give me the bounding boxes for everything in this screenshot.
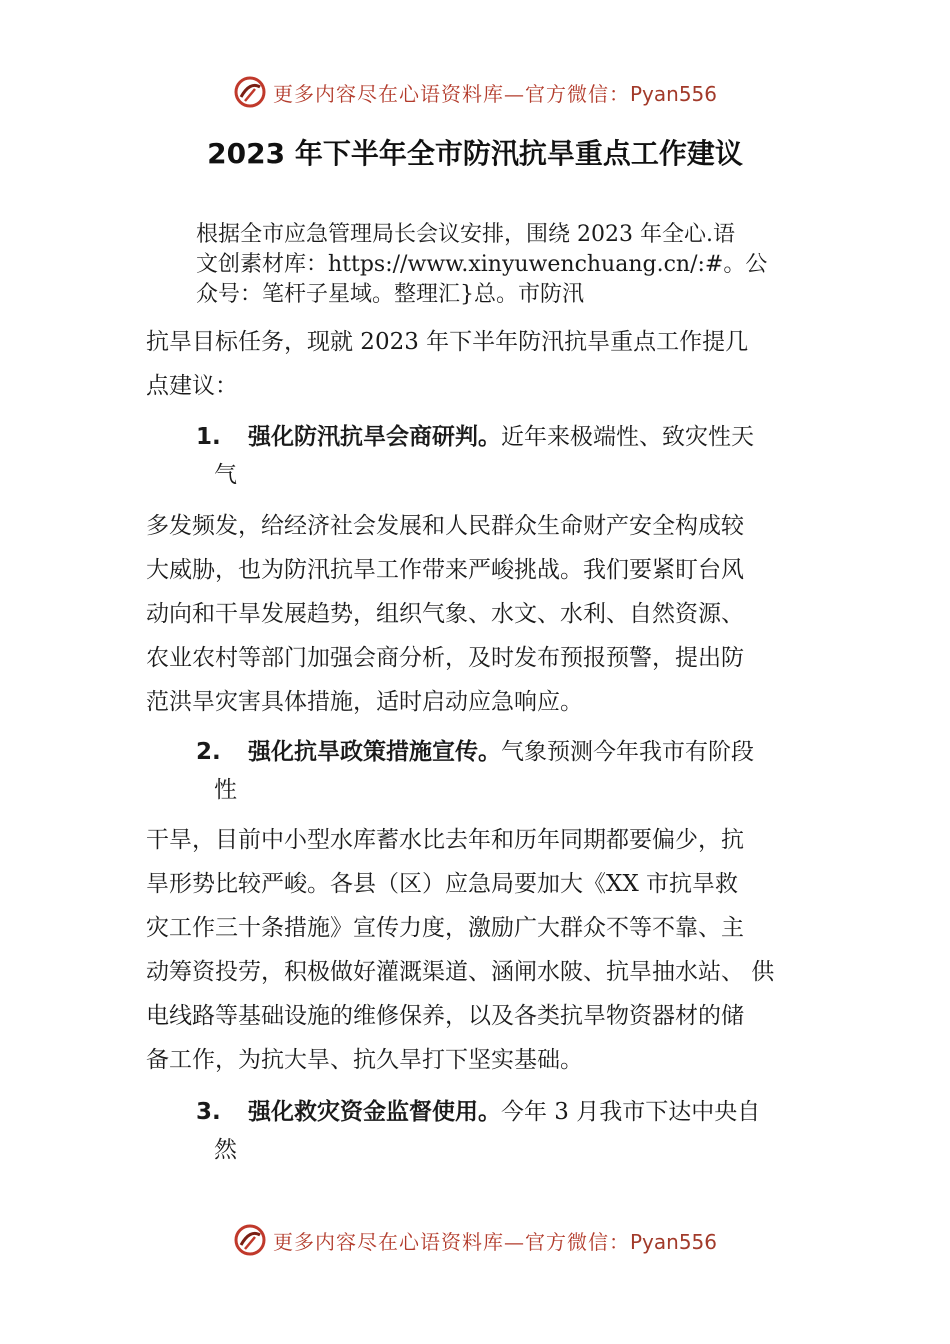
item-heading: 强化防汛抗旱会商研判。: [248, 424, 501, 450]
paragraph-line: 抗旱目标任务，现就 2023 年下半年防汛抗旱重点工作提几: [146, 329, 749, 355]
item-number: 2.: [196, 739, 221, 765]
intro-paragraph: [196, 220, 767, 310]
list-item-1: [196, 418, 754, 494]
paragraph-line: 旱形势比较严峻。各县（区）应急局要加大《XX 市抗旱救: [146, 871, 739, 897]
list-item-3: [196, 1093, 760, 1169]
item-text-wrap: 性: [214, 777, 237, 803]
paragraph-line: 范洪旱灾害具体措施，适时启动应急响应。: [146, 689, 583, 715]
paragraph-line: 点建议：: [146, 373, 238, 399]
paragraph-item-1: [146, 504, 744, 724]
paragraph-line: 大威胁，也为防汛抗旱工作带来严峻挑战。我们要紧盯台风: [146, 557, 744, 583]
paragraph-item-2: [146, 818, 774, 1082]
intro-line: 众号：笔杆子星域。整理汇}总。市防汛: [196, 282, 584, 307]
library-logo-icon: [233, 1223, 267, 1257]
document-title: 2023 年下半年全市防汛抗旱重点工作建议: [207, 137, 743, 170]
item-number: 3.: [196, 1099, 221, 1125]
paragraph-line: 干旱，目前中小型水库蓄水比去年和历年同期都要偏少，抗: [146, 827, 744, 853]
item-text-wrap: 然: [214, 1137, 237, 1163]
watermark-footer: [0, 1220, 950, 1260]
paragraph-line: 农业农村等部门加强会商分析，及时发布预报预警，提出防: [146, 645, 744, 671]
library-logo-icon: [233, 75, 267, 109]
paragraph-line: 动筹资投劳，积极做好灌溉渠道、涵闸水陂、抗旱抽水站、 供: [146, 959, 775, 985]
intro-line: 根据全市应急管理局长会议安排，围绕 2023 年全心.语: [196, 222, 735, 247]
item-heading: 强化抗旱政策措施宣传。: [248, 739, 501, 765]
item-text: 今年 3 月我市下达中央自: [501, 1099, 761, 1125]
paragraph-line: 动向和干旱发展趋势，组织气象、水文、水利、自然资源、: [146, 601, 744, 627]
item-text: 近年来极端性、致灾性天: [501, 424, 754, 450]
watermark-text: 更多内容尽在心语资料库—官方微信：Pyan556: [272, 81, 717, 106]
watermark-header: [0, 72, 950, 112]
paragraph-line: 多发频发，给经济社会发展和人民群众生命财产安全构成较: [146, 513, 744, 539]
item-text-wrap: 气: [214, 462, 237, 488]
watermark-code: Pyan556: [629, 1229, 717, 1254]
watermark-code: Pyan556: [629, 81, 717, 106]
watermark-text: 更多内容尽在心语资料库—官方微信：Pyan556: [272, 1229, 717, 1254]
paragraph-1: [146, 320, 748, 408]
item-heading: 强化救灾资金监督使用。: [248, 1099, 501, 1125]
intro-line: 文创素材库：https://www.xinyuwenchuang.cn/:#。公: [196, 252, 768, 277]
paragraph-line: 备工作，为抗大旱、抗久旱打下坚实基础。: [146, 1047, 583, 1073]
list-item-2: [196, 733, 754, 809]
paragraph-line: 电线路等基础设施的维修保养，以及各类抗旱物资器材的储: [146, 1003, 744, 1029]
paragraph-line: 灾工作三十条措施》宣传力度，激励广大群众不等不靠、主: [146, 915, 744, 941]
item-text: 气象预测今年我市有阶段: [501, 739, 754, 765]
item-number: 1.: [196, 424, 221, 450]
